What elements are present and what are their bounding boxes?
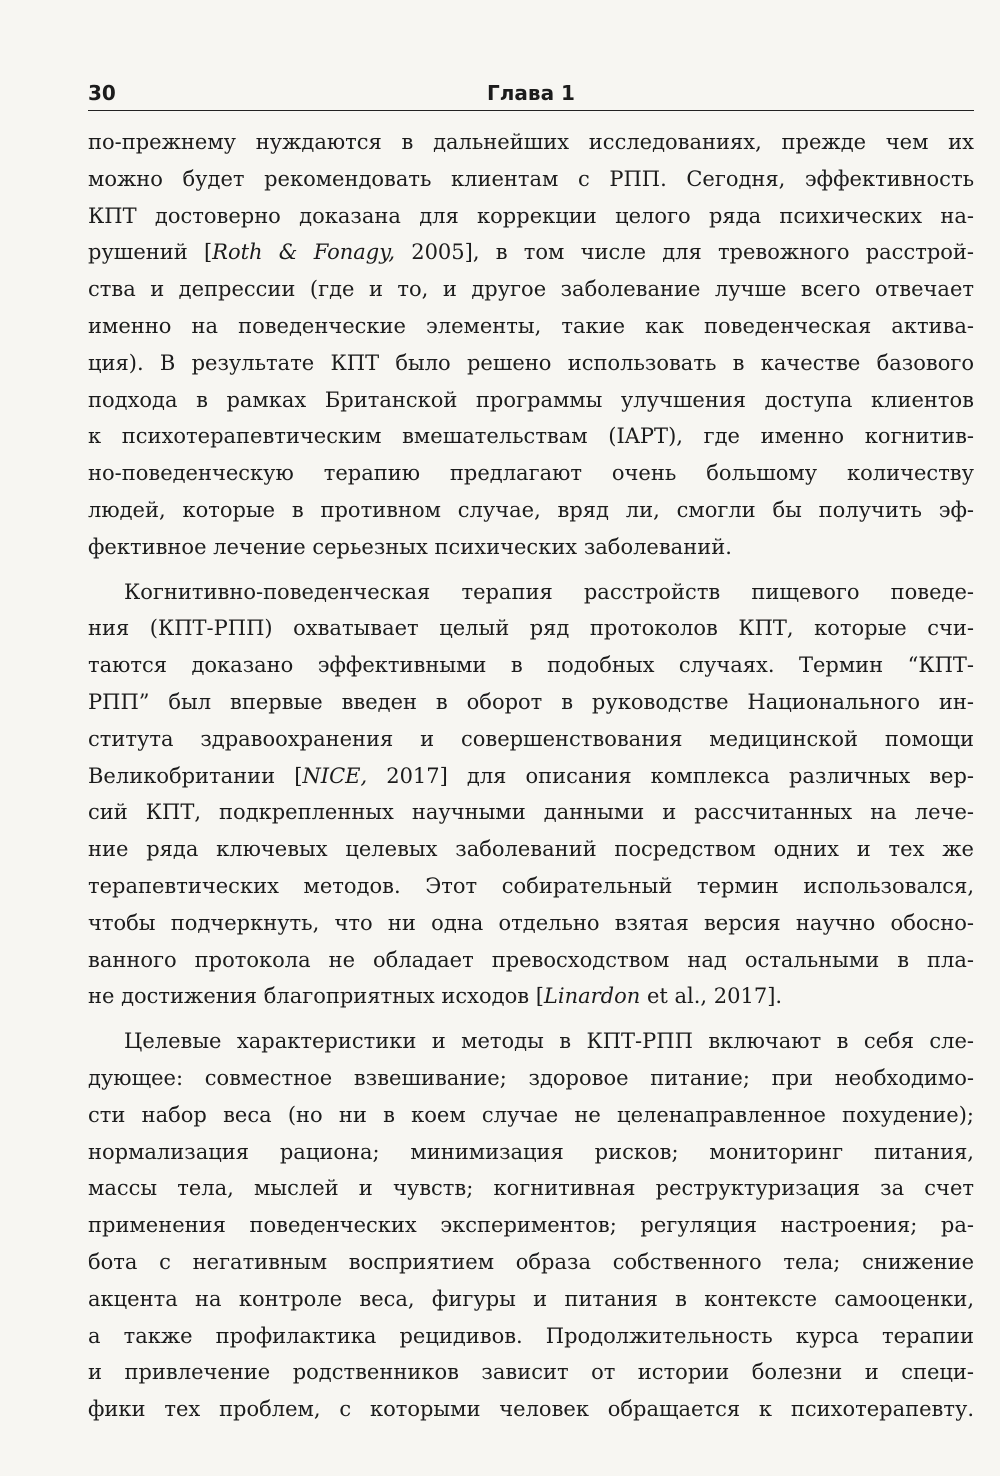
text-line: фективное лечение серьезных психических заболеваний. [88, 534, 732, 559]
text-line: Целевые характеристики и методы в КПТ-РПП включают в себя сле- [124, 1029, 974, 1054]
text-line [88, 234, 974, 271]
text-line: ция). В результате КПТ было решено использовать в качестве базового [88, 350, 974, 375]
paragraph-1 [88, 124, 974, 566]
text-line: ства и депрессии (где и то, и другое заболевание лучше всего отвечает [88, 277, 974, 302]
text-line: к психотерапевтическим вмешательствам (IAPT), где именно когнитив- [88, 424, 974, 449]
text-fragment: 2005], в том числе для тревожного расстрой- [395, 240, 974, 265]
paragraph-3 [88, 1023, 974, 1428]
text-line: ние ряда ключевых целевых заболеваний посредством одних и тех же [88, 837, 974, 862]
text-line: Когнитивно-поведенческая терапия расстройств пищевого поведе- [124, 579, 974, 604]
text-fragment: et al., 2017]. [640, 984, 783, 1009]
text-line: бота с негативным восприятием образа собственного тела; снижение [88, 1249, 974, 1274]
running-head [88, 80, 974, 111]
text-line: сти набор веса (но ни в коем случае не целенаправленное похудение); [88, 1102, 974, 1127]
citation-author: Roth & Fonagy, [212, 240, 395, 265]
text-line: именно на поведенческие элементы, такие как поведенческая актива- [88, 313, 974, 338]
text-line: и привлечение родственников зависит от истории болезни и специ- [88, 1360, 974, 1385]
chapter-title: Глава 1 [487, 81, 575, 105]
text-line: КПТ достоверно доказана для коррекции целого ряда психических на- [88, 203, 974, 228]
text-line: применения поведенческих экспериментов; регуляция настроения; ра- [88, 1213, 974, 1238]
text-fragment: не достижения благоприятных исходов [ [88, 984, 544, 1009]
paragraph-gap [88, 566, 974, 574]
text-line [88, 978, 974, 1015]
text-line: подхода в рамках Британской программы улучшения доступа клиентов [88, 387, 974, 412]
paragraph-gap [88, 1015, 974, 1023]
text-line: нормализация рациона; минимизация рисков; мониторинг питания, [88, 1139, 974, 1164]
text-line: фики тех проблем, с которыми человек обращается к психотерапевту. [88, 1397, 974, 1422]
citation-author: NICE, [302, 763, 368, 788]
text-line: ванного протокола не обладает превосходством над остальными в пла- [88, 947, 974, 972]
text-line: по-прежнему нуждаются в дальнейших исследованиях, прежде чем их [88, 130, 974, 154]
text-line: таются доказано эффективными в подобных случаях. Термин “КПТ- [88, 653, 974, 678]
paragraph-2 [88, 574, 974, 1016]
text-line: ния (КПТ-РПП) охватывает целый ряд протоколов КПТ, которые счи- [88, 616, 974, 641]
body-text [88, 124, 974, 1428]
text-line: терапевтических методов. Этот собирательный термин использовался, [88, 873, 974, 898]
text-line: сий КПТ, подкрепленных научными данными и рассчитанных на лече- [88, 800, 974, 825]
text-fragment: 2017] для описания комплекса различных вер- [367, 763, 975, 788]
text-line: акцента на контроле веса, фигуры и питания в контексте самооценки, [88, 1286, 974, 1311]
text-line: дующее: совместное взвешивание; здоровое питание; при необходимо- [88, 1065, 974, 1090]
text-line: можно будет рекомендовать клиентам с РПП. Сегодня, эффективность [88, 166, 974, 191]
text-line: ститута здравоохранения и совершенствования медицинской помощи [88, 726, 974, 751]
text-line: людей, которые в противном случае, вряд ли, смогли бы получить эф- [88, 497, 974, 522]
text-fragment: Великобритании [ [88, 763, 303, 788]
text-line: массы тела, мыслей и чувств; когнитивная реструктуризация за счет [88, 1176, 974, 1201]
text-line: а также профилактика рецидивов. Продолжительность курса терапии [88, 1323, 974, 1348]
text-fragment: рушений [ [88, 240, 213, 265]
text-line: РПП” был впервые введен в оборот в руководстве Национального ин- [88, 689, 974, 714]
citation-author: Linardon [543, 984, 641, 1009]
text-line [88, 758, 974, 795]
page-number: 30 [88, 81, 116, 105]
text-line: чтобы подчеркнуть, что ни одна отдельно взятая версия научно обосно- [88, 910, 974, 935]
text-line: но-поведенческую терапию предлагают очень большому количеству [88, 461, 974, 486]
